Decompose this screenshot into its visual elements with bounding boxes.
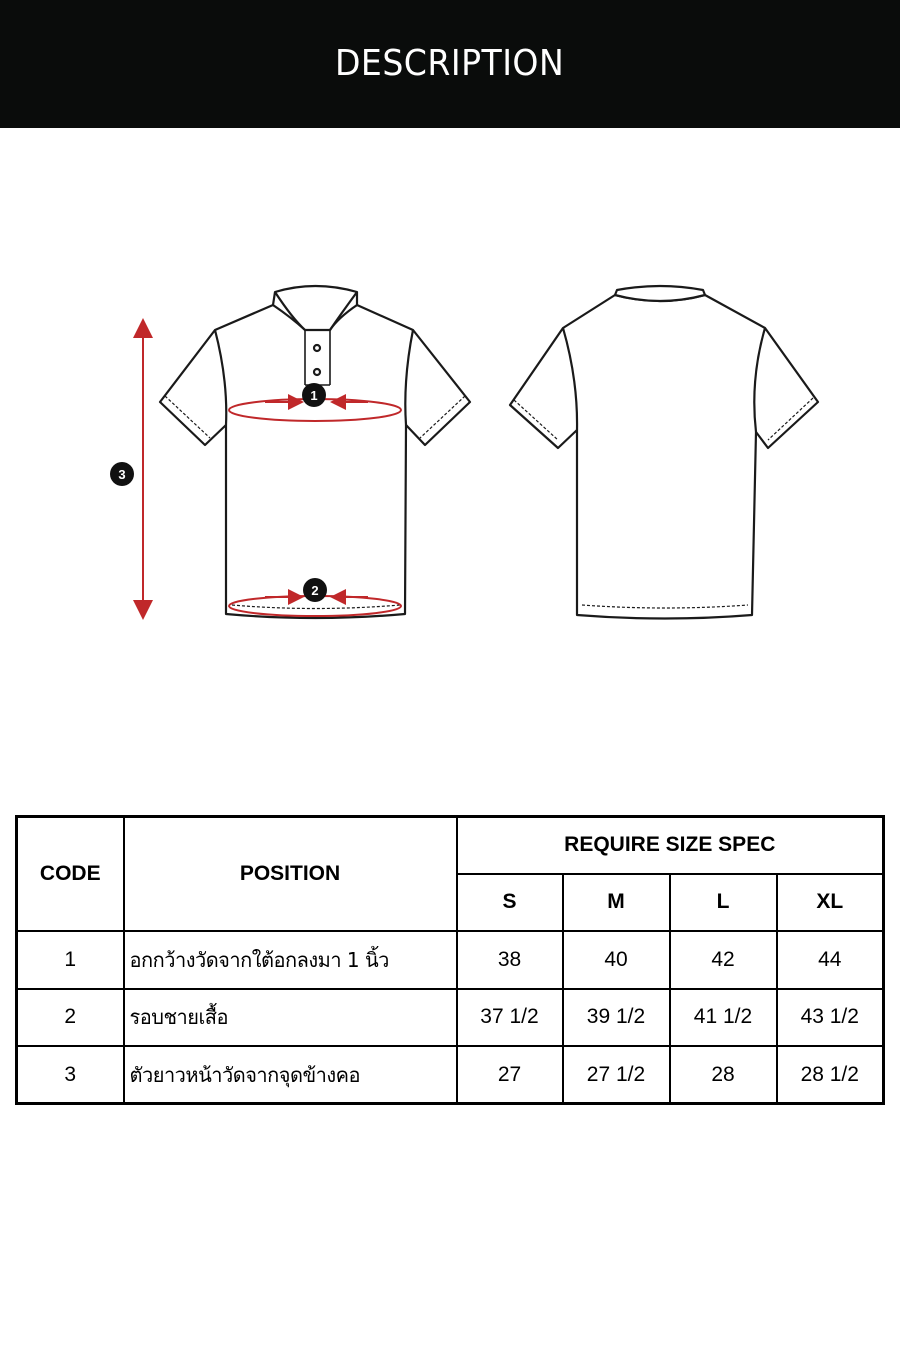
row-value: 28 bbox=[670, 1046, 777, 1103]
button-icon bbox=[314, 345, 320, 351]
row-value: 37 1/2 bbox=[457, 989, 563, 1046]
page-header bbox=[0, 0, 900, 128]
row-value: 27 1/2 bbox=[563, 1046, 670, 1103]
row-value: 27 bbox=[457, 1046, 563, 1103]
button-icon bbox=[314, 369, 320, 375]
marker-2: 2 bbox=[311, 583, 319, 598]
row-value: 43 1/2 bbox=[777, 989, 884, 1046]
size-spec-table bbox=[15, 815, 885, 1105]
row-code: 1 bbox=[17, 931, 124, 989]
row-value: 41 1/2 bbox=[670, 989, 777, 1046]
header-position: POSITION bbox=[124, 817, 457, 931]
row-value: 39 1/2 bbox=[563, 989, 670, 1046]
page-title: DESCRIPTION bbox=[335, 42, 565, 84]
back-shirt-body bbox=[510, 295, 818, 619]
row-position: อกกว้างวัดจากใต้อกลงมา 1 นิ้ว bbox=[124, 931, 457, 989]
front-shirt-illustration bbox=[160, 286, 470, 618]
row-value: 44 bbox=[777, 931, 884, 989]
header-size-spec: REQUIRE SIZE SPEC bbox=[457, 817, 884, 874]
header-size-s: S bbox=[457, 874, 563, 931]
row-code: 2 bbox=[17, 989, 124, 1046]
row-code: 3 bbox=[17, 1046, 124, 1103]
table-row bbox=[17, 989, 884, 1046]
header-size-xl: XL bbox=[777, 874, 884, 931]
back-shirt-illustration bbox=[510, 286, 818, 619]
row-position: ตัวยาวหน้าวัดจากจุดข้างคอ bbox=[124, 1046, 457, 1103]
marker-1: 1 bbox=[310, 388, 318, 403]
shirt-diagram bbox=[0, 128, 900, 768]
row-value: 42 bbox=[670, 931, 777, 989]
length-measure bbox=[110, 318, 153, 620]
row-value: 40 bbox=[563, 931, 670, 989]
header-size-l: L bbox=[670, 874, 777, 931]
row-position: รอบชายเสื้อ bbox=[124, 989, 457, 1046]
row-value: 38 bbox=[457, 931, 563, 989]
front-shirt-body bbox=[160, 305, 470, 618]
header-size-m: M bbox=[563, 874, 670, 931]
back-collar bbox=[615, 286, 705, 301]
header-code: CODE bbox=[17, 817, 124, 931]
table-row bbox=[17, 1046, 884, 1103]
table-row bbox=[17, 931, 884, 989]
marker-3: 3 bbox=[118, 467, 126, 482]
row-value: 28 1/2 bbox=[777, 1046, 884, 1103]
